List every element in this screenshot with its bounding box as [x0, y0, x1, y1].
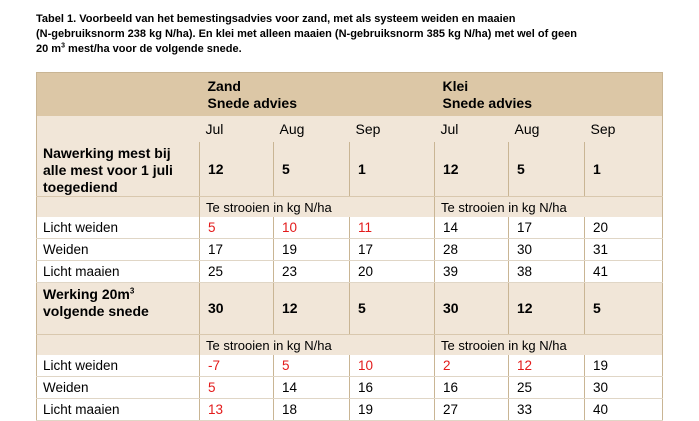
month-cell: Sep — [350, 116, 435, 142]
value-cell: 16 — [350, 377, 435, 399]
months-corner — [37, 116, 200, 142]
value-cell: 14 — [274, 377, 350, 399]
month-cell: Sep — [585, 116, 663, 142]
value-cell: 20 — [585, 217, 663, 239]
value-cell: 19 — [350, 399, 435, 421]
section1-label-row — [37, 142, 663, 197]
value-cell: 23 — [274, 261, 350, 283]
value-cell: 5 — [200, 217, 274, 239]
value-cell: 40 — [585, 399, 663, 421]
row-label: Weiden — [37, 377, 200, 399]
section1-unit-row — [37, 197, 663, 218]
section2-label: Werking $20m^3$ volgende snede — [37, 283, 200, 335]
section1-value: 5 — [274, 142, 350, 197]
section2-unit-row — [37, 335, 663, 356]
section2-value: 5 — [585, 283, 663, 335]
table-row — [37, 355, 663, 377]
caption-line-2: (N-gebruiksnorm 238 kg N/ha). En klei met alleen maaien (N-gebruiksnorm 385 kg N/ha) met wel of geen — [36, 28, 577, 40]
row-label: Licht weiden — [37, 355, 200, 377]
section2-value: 12 — [274, 283, 350, 335]
value-cell: 5 — [200, 377, 274, 399]
value-cell: 17 — [200, 239, 274, 261]
value-cell: 19 — [585, 355, 663, 377]
value-cell: 11 — [350, 217, 435, 239]
value-cell: 2 — [435, 355, 509, 377]
row-label: Weiden — [37, 239, 200, 261]
value-cell: 19 — [274, 239, 350, 261]
value-cell: 30 — [585, 377, 663, 399]
value-cell: 28 — [435, 239, 509, 261]
section1-value: 12 — [435, 142, 509, 197]
section1-value: 5 — [509, 142, 585, 197]
header-months-row — [37, 116, 663, 142]
section2-value: 30 — [435, 283, 509, 335]
section1-label: Nawerking mest bij alle mest voor 1 juli toegediend — [37, 142, 200, 197]
value-cell: 18 — [274, 399, 350, 421]
table-row — [37, 239, 663, 261]
section2-unit-zand: Te strooien in kg N/ha — [200, 335, 435, 356]
header-corner — [37, 73, 200, 117]
row-label: Licht weiden — [37, 217, 200, 239]
section1-value: 12 — [200, 142, 274, 197]
value-cell: 17 — [509, 217, 585, 239]
section1-unit-zand: Te strooien in kg N/ha — [200, 197, 435, 218]
section2-unit-klei: Te strooien in kg N/ha — [435, 335, 663, 356]
caption-line-1: Tabel 1. Voorbeeld van het bemestingsadvies voor zand, met als systeem weiden en maaien — [36, 13, 516, 25]
value-cell: 38 — [509, 261, 585, 283]
caption-line-3: 20 $m^3$ mest/ha voor de volgende snede. — [36, 42, 242, 55]
value-cell: 27 — [435, 399, 509, 421]
value-cell: 10 — [274, 217, 350, 239]
value-cell: 31 — [585, 239, 663, 261]
value-cell: 14 — [435, 217, 509, 239]
value-cell: 12 — [509, 355, 585, 377]
section2-label-row — [37, 283, 663, 335]
section2-value: 5 — [350, 283, 435, 335]
table-caption — [36, 12, 676, 57]
unit-corner — [37, 197, 200, 218]
value-cell: 41 — [585, 261, 663, 283]
value-cell: 25 — [509, 377, 585, 399]
value-cell: 25 — [200, 261, 274, 283]
value-cell: 33 — [509, 399, 585, 421]
table-row — [37, 217, 663, 239]
unit-corner — [37, 335, 200, 356]
month-cell: Jul — [200, 116, 274, 142]
section2-value: 30 — [200, 283, 274, 335]
value-cell: 17 — [350, 239, 435, 261]
value-cell: 16 — [435, 377, 509, 399]
section1-value: 1 — [585, 142, 663, 197]
header-zand: Zand Snede advies — [200, 73, 435, 117]
month-cell: Jul — [435, 116, 509, 142]
value-cell: 10 — [350, 355, 435, 377]
value-cell: 20 — [350, 261, 435, 283]
row-label: Licht maaien — [37, 261, 200, 283]
row-label: Licht maaien — [37, 399, 200, 421]
value-cell: -7 — [200, 355, 274, 377]
value-cell: 13 — [200, 399, 274, 421]
table-row — [37, 377, 663, 399]
section1-unit-klei: Te strooien in kg N/ha — [435, 197, 663, 218]
month-cell: Aug — [274, 116, 350, 142]
table-row — [37, 399, 663, 421]
value-cell: 5 — [274, 355, 350, 377]
section1-value: 1 — [350, 142, 435, 197]
table-row — [37, 261, 663, 283]
section1-rows — [37, 217, 663, 283]
value-cell: 39 — [435, 261, 509, 283]
value-cell: 30 — [509, 239, 585, 261]
month-cell: Aug — [509, 116, 585, 142]
fertilization-table — [36, 72, 663, 421]
header-klei: Klei Snede advies — [435, 73, 663, 117]
header-group-row — [37, 73, 663, 117]
section2-rows — [37, 355, 663, 421]
section2-value: 12 — [509, 283, 585, 335]
